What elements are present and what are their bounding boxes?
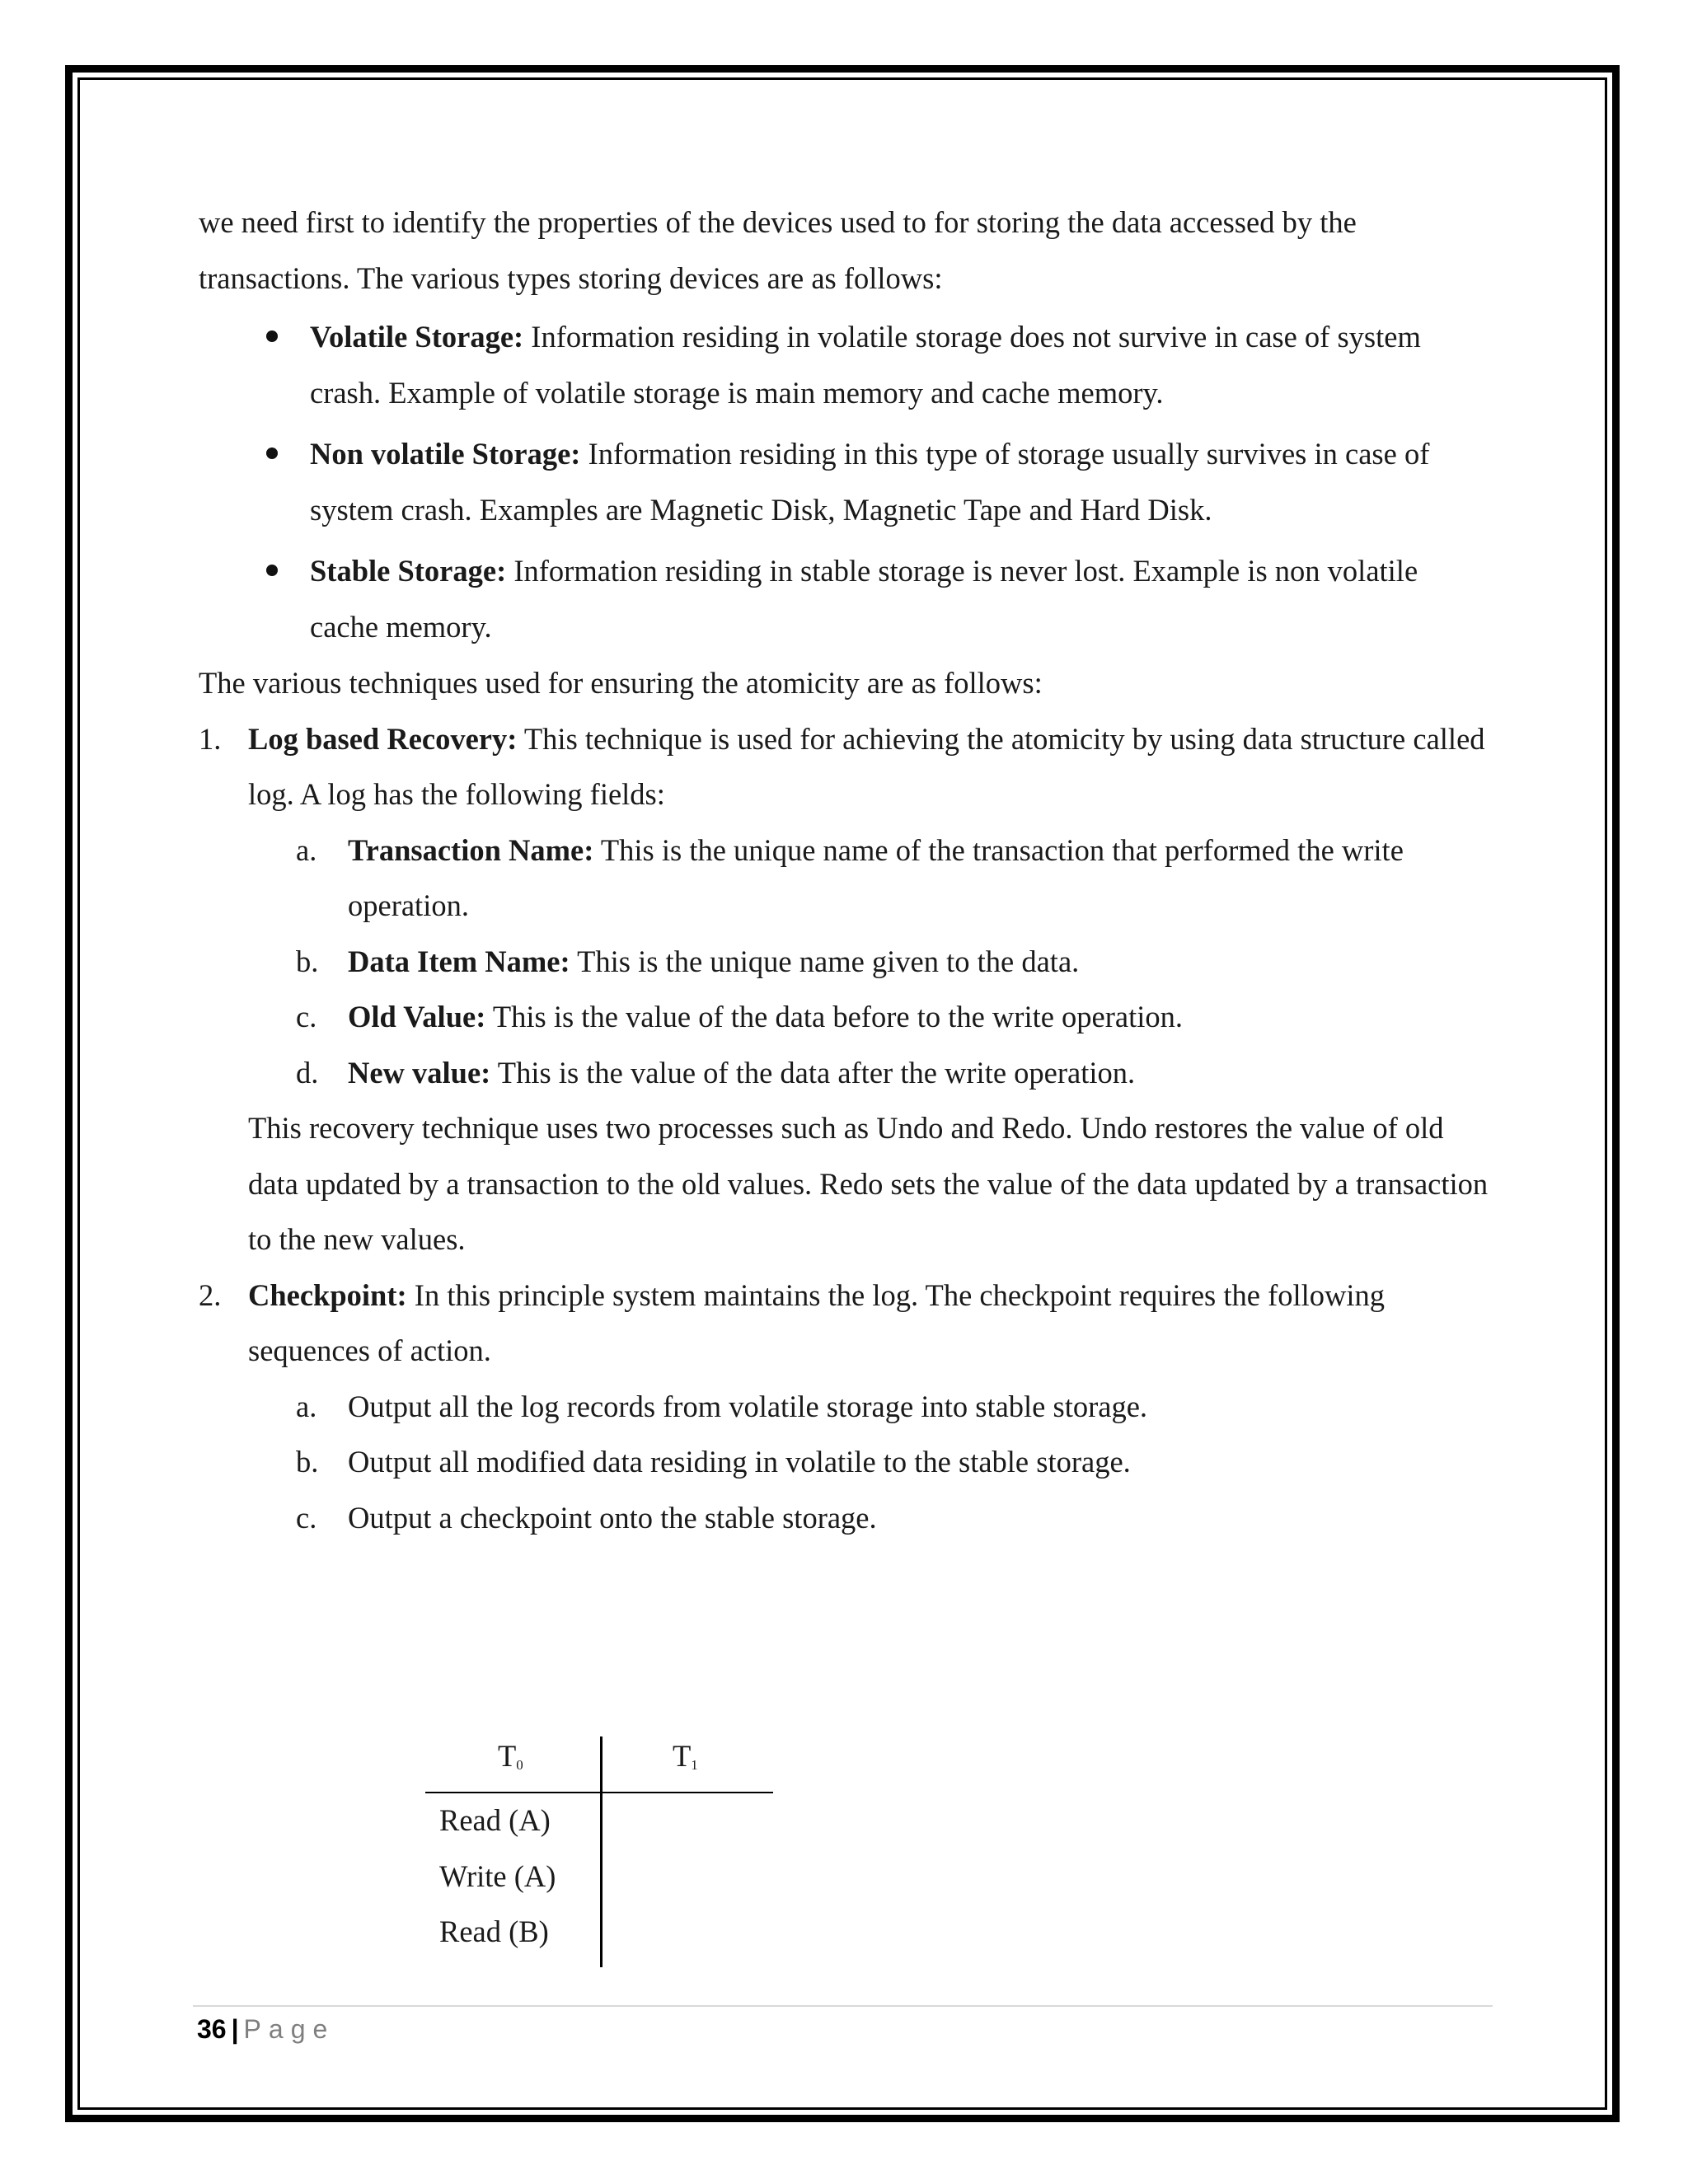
list-item-non-volatile-storage [199, 426, 1493, 537]
checkpoint-step-text: Output all the log records from volatile storage into stable storage. [348, 1389, 1148, 1423]
desc-old-value: This is the value of the data before to the write operation. [485, 1000, 1184, 1033]
desc-stable-storage: Information residing in stable storage is never lost. Example is non volatile cache memory. [310, 554, 1418, 644]
table-cell: Read (A) [439, 1803, 551, 1837]
list-item-checkpoint-step [199, 1379, 1493, 1435]
term-stable-storage: Stable Storage: [310, 554, 507, 588]
list-item-transaction-name [199, 823, 1493, 934]
bullet-icon [266, 330, 278, 342]
table-header-rule [425, 1792, 773, 1793]
term-old-value: Old Value: [348, 1000, 486, 1033]
desc-non-volatile-storage: Information residing in this type of storage usually survives in case of system crash. Examples are Magnetic Disk, Magnetic Tape and Hard Disk. [310, 437, 1430, 527]
storage-types-list [199, 309, 1493, 654]
table-cell: Read (B) [439, 1915, 549, 1948]
desc-checkpoint: In this principle system maintains the log. The checkpoint requires the following sequences of action. [248, 1277, 1386, 1367]
technique-log-based-recovery [199, 711, 1493, 823]
desc-volatile-storage: Information residing in volatile storage does not survive in case of system crash. Example of volatile storage is main memory and cache memory. [310, 320, 1421, 410]
list-marker: b. [296, 1445, 319, 1479]
table-column-divider [600, 1736, 603, 1967]
list-marker: 1. [199, 721, 222, 756]
list-marker: d. [296, 1055, 319, 1090]
log-fields-list [199, 823, 1493, 1101]
desc-data-item-name: This is the unique name given to the data. [570, 944, 1080, 978]
list-item-old-value [199, 989, 1493, 1045]
bullet-icon [266, 448, 278, 459]
checkpoint-steps-list [199, 1379, 1493, 1546]
bullet-icon [266, 565, 278, 576]
schedule-table [425, 1736, 773, 1967]
footer-rule [193, 2005, 1493, 2007]
technique-checkpoint [199, 1268, 1493, 1379]
list-marker: c. [296, 1500, 317, 1535]
column-header-t0: $T_0$ [498, 1739, 523, 1773]
page-number: 36 [197, 2014, 227, 2044]
checkpoint-step-text: Output all modified data residing in volatile to the stable storage. [348, 1445, 1131, 1479]
list-marker: c. [296, 1000, 317, 1033]
list-item-data-item-name [199, 934, 1493, 990]
list-marker: a. [296, 1389, 317, 1423]
term-non-volatile-storage: Non volatile Storage: [310, 437, 581, 471]
term-transaction-name: Transaction Name: [348, 832, 594, 867]
term-checkpoint: Checkpoint: [248, 1277, 407, 1312]
intro-line-2: transactions. The various types storing devices are as follows: [199, 260, 943, 295]
term-new-value: New value: [348, 1055, 491, 1090]
intro-line-1: we need first to identify the properties of the devices used to for storing the data accessed by the [199, 205, 1357, 239]
list-item-checkpoint-step [199, 1434, 1493, 1490]
recovery-undo-redo-paragraph: This recovery technique uses two processes such as Undo and Redo. Undo restores the value of old data updated by a transaction to the old values. Redo sets the value of the data updated by a transaction to the new values. [248, 1111, 1489, 1256]
list-item-new-value [199, 1045, 1493, 1101]
desc-log-based-recovery: This technique is used for achieving the atomicity by using data structure called log. A log has the following fields: [248, 721, 1485, 811]
techniques-intro: The various techniques used for ensuring the atomicity are as follows: [199, 666, 1043, 700]
desc-new-value: This is the value of the data after the write operation. [490, 1055, 1136, 1090]
list-item-volatile-storage [199, 309, 1493, 420]
list-item-stable-storage [199, 543, 1493, 654]
list-item-checkpoint-step [199, 1490, 1493, 1546]
page-footer [197, 2011, 335, 2047]
list-marker: 2. [199, 1277, 222, 1312]
term-data-item-name: Data Item Name: [348, 944, 570, 978]
footer-separator: | [231, 2014, 239, 2044]
desc-transaction-name: This is the unique name of the transaction that performed the write operation. [348, 832, 1404, 922]
list-marker: b. [296, 944, 319, 978]
checkpoint-step-text: Output a checkpoint onto the stable storage. [348, 1500, 877, 1535]
term-volatile-storage: Volatile Storage: [310, 320, 524, 354]
table-cell: Write (A) [439, 1859, 556, 1893]
column-header-t1: $T_1$ [673, 1739, 698, 1773]
page-label: Page [243, 2014, 335, 2044]
list-marker: a. [296, 832, 317, 867]
term-log-based-recovery: Log based Recovery: [248, 721, 518, 756]
page-body [199, 194, 1493, 1545]
